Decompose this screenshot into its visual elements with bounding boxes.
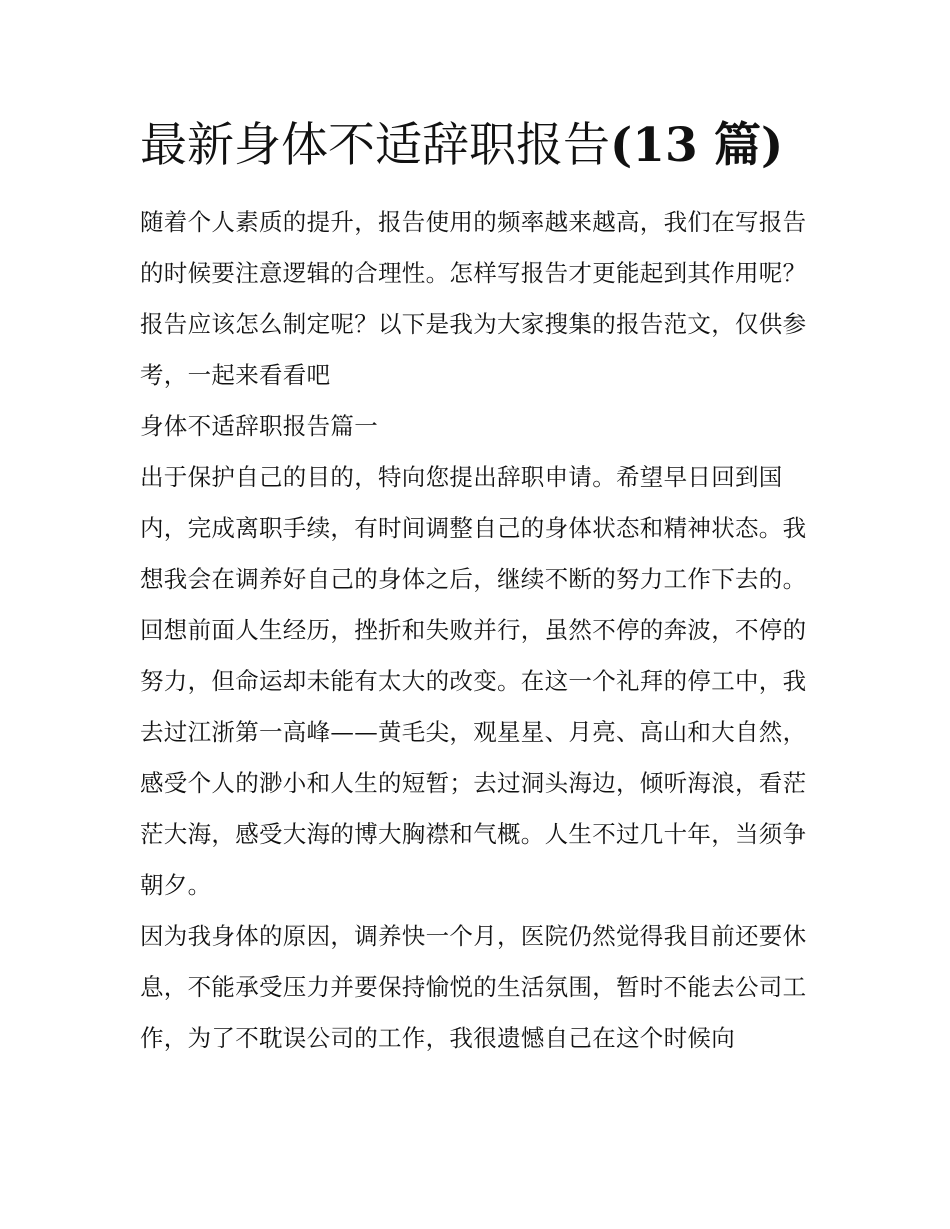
intro-paragraph: 随着个人素质的提升，报告使用的频率越来越高，我们在写报告的时候要注意逻辑的合理性。怎样写报告才更能起到其作用呢？报告应该怎么制定呢？以下是我为大家搜集的报告范文，仅供参考，一起来看看吧 (140, 208, 807, 389)
title-text: 最新身体不适辞职报告 (140, 118, 610, 173)
body-paragraph: 因为我身体的原因，调养快一个月，医院仍然觉得我目前还要休息，不能承受压力并要保持愉悦的生活氛围，暂时不能去公司工作，为了不耽误公司的工作，我很遗憾自己在这个时候向 (140, 922, 807, 1052)
title-count: (13 篇) (610, 118, 784, 173)
section-heading: 身体不适辞职报告篇一 (140, 412, 378, 440)
body-paragraph: 出于保护自己的目的，特向您提出辞职申请。希望早日回到国内，完成离职手续，有时间调整自己的身体状态和精神状态。我想我会在调养好自己的身体之后，继续不断的努力工作下去的。 (140, 463, 807, 593)
document-title (140, 114, 840, 178)
body-paragraph: 回想前面人生经历，挫折和失败并行，虽然不停的奔波，不停的努力，但命运却未能有太大的改变。在这一个礼拜的停工中，我去过江浙第一高峰——黄毛尖，观星星、月亮、高山和大自然，感受个人的渺小和人生的短暂；去过洞头海边，倾听海浪，看茫茫大海，感受大海的博大胸襟和气概。人生不过几十年，当须争朝夕。 (140, 616, 807, 899)
document-body (140, 197, 812, 1064)
